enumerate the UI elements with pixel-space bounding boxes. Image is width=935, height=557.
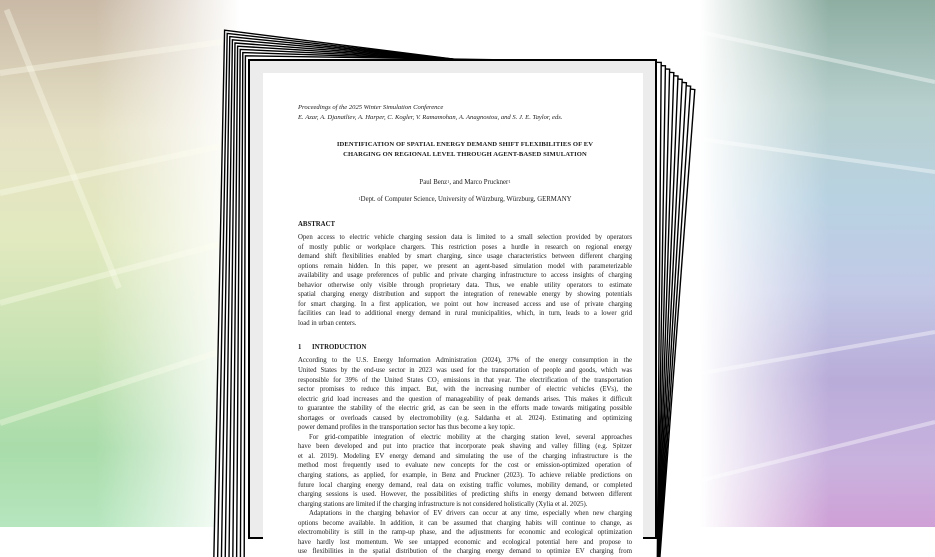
text-line: have hardly lost momentum. We see untapped economic and ecological potential here and propose to	[298, 538, 632, 546]
text-line: According to the U.S. Energy Information Administration (2024), 37% of the energy consumption in the	[298, 357, 632, 365]
text-line: future local charging energy demand, real data on existing traffic volumes, mobility demand, or completed	[298, 481, 632, 489]
abstract-text	[298, 233, 632, 328]
text-line: for smart charging. In a first application, we point out how increased access and use of private charging	[298, 300, 632, 308]
text-line: spatial charging energy distribution and support the integration of renewable energy by showing potentials	[298, 291, 632, 299]
text-line: et al. 2019). Modeling EV energy demand and simulating the use of the charging infrastructure is the	[298, 452, 632, 460]
text-line: demand shift flexibilities enabled by smart charging, since usage characteristics between different charging	[298, 253, 632, 261]
paper-content	[298, 103, 632, 557]
text-line: charging stations, as applied, for example, in Benz and Pruckner (2023). To achieve reliable predictions on	[298, 472, 632, 480]
paper-title	[298, 140, 632, 160]
authors	[298, 178, 632, 188]
text-line: to guarantee the stability of the electric grid, as can be seen in the efforts made towards mitigating possible	[298, 405, 632, 413]
text-line: use flexibilities in the spatial distribution of the charging energy demand to optimize EV charging from	[298, 548, 632, 556]
text-line: charging stations are limited if the charging infrastructure is not considered holistically (Xylia et al. 2025).	[298, 500, 588, 508]
text-line: electromobility is still in the ramp-up phase, and the adjustments for economic and ecological optimization	[298, 529, 632, 537]
affiliation-sup: 1	[358, 196, 361, 201]
page-content-area	[263, 73, 643, 556]
front-page	[248, 59, 657, 556]
text-line: facilities can lead to additional energy demand in rural municipalities, which, in turn, leads to a lower grid	[298, 310, 632, 318]
text-line: behavior otherwise only visible through proprietary data. Thus, we enable utility operators to estimate	[298, 281, 632, 289]
text-line: charging sessions is used. However, the possibilities of predicting shifts in energy demand between different	[298, 491, 632, 499]
text-line: method most frequently used to evaluate new concepts for the cost or emission-optimized operation of	[298, 462, 632, 470]
text-line: shortages or overloads caused by electromobility (e.g. Saldanha et al. 2024). Estimating and optimizing	[298, 414, 632, 422]
text-line: power demand profiles in the transportation sector has thus become a key topic.	[298, 424, 515, 432]
author-name: Paul Benz	[419, 179, 448, 186]
text-line: responsible for 39% of the United States CO₂ emissions in that year. The electrification of the transportation	[298, 376, 632, 384]
section-title: INTRODUCTION	[312, 344, 367, 352]
text-line: have been developed and put into practice that incorporate peak shaving and valley filling (e.g. Spitzer	[298, 443, 632, 451]
text-line: Open access to electric vehicle charging session data is limited to a small selection provided by operators	[298, 234, 632, 241]
text-line: options become available. In addition, it can be assumed that charging habits will continue to change, as	[298, 519, 632, 527]
text-line: availability and usage preferences of public and private charging infrastructure to access insights of charging	[298, 272, 632, 280]
introduction-paragraph-3	[298, 509, 632, 557]
title-line: IDENTIFICATION OF SPATIAL ENERGY DEMAND SHIFT FLEXIBILITIES OF EV	[336, 141, 594, 148]
text-line: load in urban centers.	[298, 319, 357, 327]
author-sup: 1	[508, 179, 511, 184]
abstract-heading: ABSTRACT	[298, 221, 336, 228]
text-line: For grid-compatible integration of electric mobility at the charging station level, several approaches	[309, 433, 632, 441]
affiliation	[298, 195, 632, 205]
title-line: CHARGING ON REGIONAL LEVEL THROUGH AGENT-BASED SIMULATION	[343, 151, 587, 158]
text-line: electric grid load increases and the question of manageability of peak demands arises. This makes it difficult	[298, 395, 632, 403]
author-sup: 1	[447, 179, 450, 184]
introduction-paragraph-2	[298, 433, 632, 509]
text-line: Adaptations in the charging behavior of EV drivers can occur at any time, especially when new charging	[309, 510, 632, 518]
editors-line: E. Azar, A. Djanatliev, A. Harper, C. Kogler, V. Ramamohan, A. Anagnostou, and S. J. E. Taylor, eds.	[298, 114, 563, 121]
text-line: of mostly public or workplace chargers. This restriction poses a hurdle in research on regional energy	[298, 243, 632, 251]
text-line: United States by the end-use sector in 2023 was used for the transportation of people and goods, which was	[298, 367, 632, 375]
text-line: sector promises to reduce this impact. But, with the increasing number of electric vehicles (EVs), the	[298, 386, 632, 394]
introduction-paragraph-1	[298, 356, 632, 432]
introduction-heading	[298, 343, 632, 353]
section-number: 1	[298, 344, 302, 352]
text-line: options remain hidden. In this paper, we present an agent-based simulation model with parameterizable	[298, 262, 632, 270]
affiliation-text: Dept. of Computer Science, University of Würzburg, Würzburg, GERMANY	[360, 196, 572, 203]
author-name: , and Marco Pruckner	[449, 179, 509, 186]
proceedings-line: Proceedings of the 2025 Winter Simulation Conference	[298, 104, 444, 111]
